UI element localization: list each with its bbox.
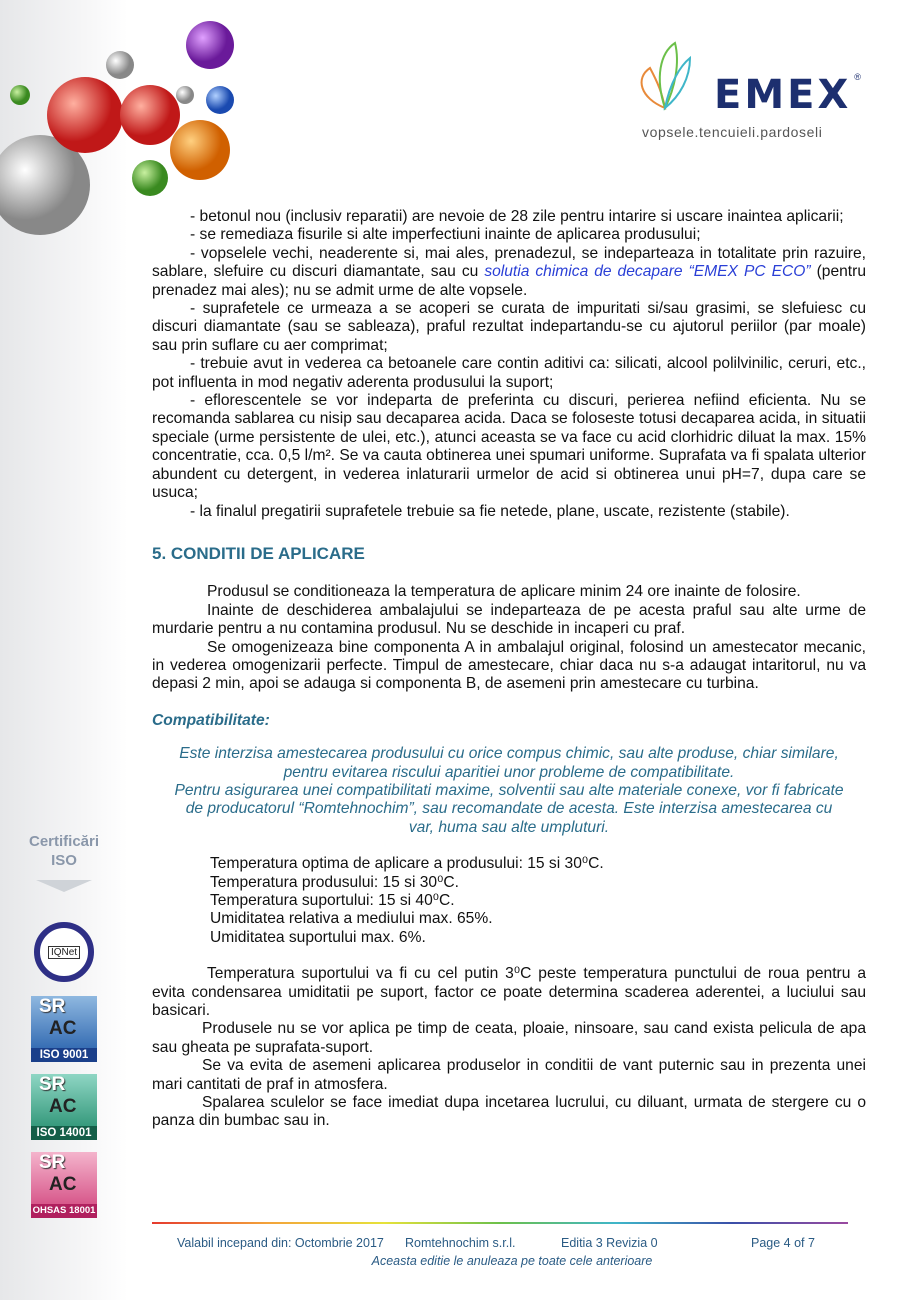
paragraph: Produsul se conditioneaza la temperatura de aplicare minim 24 ore inainte de folosire. — [207, 583, 801, 601]
srac-iso14001-badge — [31, 1074, 97, 1140]
badge-ac: AC — [49, 1096, 77, 1117]
badge-label: OHSAS 18001 — [32, 1205, 96, 1216]
condition-line: Umiditatea suportului max. 6%. — [210, 928, 426, 946]
paragraph: Produsele nu se vor aplica pe timp de ceata, ploaie, ninsoare, sau cand exista pelicula de apa sau gheata pe suprafata-suport. — [152, 1020, 866, 1056]
registered-mark: ® — [854, 72, 861, 82]
paragraph: Se va evita de asemeni aplicarea produselor in conditii de vant puternic sau in prezenta unei mari cantitati de praf in atmosfera. — [152, 1057, 866, 1093]
prep-item: - eflorescentele se vor indeparta de preferinta cu discuri, perierea nefiind eficienta. Nu se recomanda sablarea cu nisip sau decaparea acida. Daca se foloseste totusi decaparea acida, in situatii speciale (urme persistente de ulei, etc.), atunci aceasta se va face cu acid clorhidric diluat la max. 15% concentratie, cca. 0,5 l/m². Se va cauta obtinerea unei spumari uniforme. Suprafata va fi spalata ulterior abundent cu detergent, in vederea inlaturarii urmelor de acid si obtinerea unui pH=7, dupa care se usuca; — [152, 392, 866, 502]
cert-title-iso: ISO — [51, 852, 77, 869]
butterfly-icon — [630, 38, 710, 118]
decapare-product-link[interactable]: solutia chimica de decapare “EMEX PC ECO” — [484, 263, 811, 281]
paragraph: Spalarea sculelor se face imediat dupa incetarea lucrului, cu diluant, urmata de stergere cu o panza din bumbac sau in. — [152, 1094, 866, 1130]
prep-item: - la finalul pregatirii suprafetele trebuie sa fie netede, plane, uscate, rezistente (stabile). — [190, 502, 790, 520]
srac-iso9001-badge — [31, 996, 97, 1062]
badge-label: ISO 14001 — [31, 1126, 97, 1140]
iso-certifications — [20, 832, 108, 1230]
arrow-down-icon — [36, 880, 92, 892]
footer-note: Aceasta editie le anuleaza pe toate cele anterioare — [371, 1254, 653, 1268]
emex-logo — [630, 38, 870, 138]
prep-item: - betonul nou (inclusiv reparatii) are nevoie de 28 zile pentru intarire si uscare inaintea aplicarii; — [190, 208, 844, 225]
section-heading: 5. CONDITII DE APLICARE — [152, 543, 365, 563]
prep-item: - suprafetele ce urmeaza a se acoperi se curata de impuritati si/sau grasimi, se slefuiesc cu discuri diamantate (sau se sableaza), praful rezultat indepartandu-se cu ajutorul periilor (par moale) sau prin suflare cu aer comprimat; — [152, 300, 866, 354]
iqnet-label: IQNet — [48, 946, 80, 959]
condition-line: Temperatura produsului: 15 si 30⁰C. — [210, 873, 459, 891]
temperature-conditions — [210, 855, 866, 947]
old-paint-text: - vopselele vechi, neaderente si, mai ales, prenadezul, se indeparteaza in totalitate prin razuire, sablare, slefuire cu discuri diamantate, sau cu — [152, 244, 866, 281]
badge-sr: SR — [39, 1152, 66, 1173]
logo-brand-row — [714, 72, 861, 118]
footer-divider — [152, 1222, 848, 1224]
logo-tagline: vopsele.tencuieli.pardoseli — [642, 124, 823, 140]
decorative-molecule-balls — [0, 0, 260, 240]
footer-valid-date: Valabil incepand din: Octombrie 2017 — [177, 1236, 384, 1250]
logo-brand: EMEX — [714, 72, 852, 118]
document-body — [152, 208, 866, 1131]
subsection-heading: Compatibilitate: — [152, 711, 270, 729]
badge-ac: AC — [49, 1018, 77, 1039]
prep-item: - se remediaza fisurile si alte imperfectiuni inainte de aplicarea produsului; — [190, 226, 701, 244]
footer-company: Romtehnochim s.r.l. — [405, 1236, 516, 1250]
badge-label: ISO 9001 — [31, 1048, 97, 1062]
footer-edition: Editia 3 Revizia 0 — [561, 1236, 658, 1250]
condition-line: Umiditatea relativa a mediului max. 65%. — [210, 910, 493, 928]
compat-text: Este interzisa amestecarea produsului cu orice compus chimic, sau alte produse, chiar similare, pentru evitarea riscului aparitiei unor probleme de compatibilitate. — [179, 745, 839, 781]
prep-item: - trebuie avut in vederea ca betoanele care contin aditivi ca: silicati, alcool polilvinilic, ceruri, etc., pot influenta in mod negativ aderenta produsului la suport; — [152, 355, 866, 391]
paragraph: Temperatura suportului va fi cu cel putin 3⁰C peste temperatura punctului de roua pentru a evita condensarea umiditatii pe suport, factor ce poate determina scaderea aderentei, a luciului sau basicari. — [152, 965, 866, 1020]
condition-line: Temperatura optima de aplicare a produsului: 15 si 30⁰C. — [210, 855, 604, 873]
condition-line: Temperatura suportului: 15 si 40⁰C. — [210, 892, 455, 909]
srac-ohsas18001-badge — [31, 1152, 97, 1218]
badge-sr: SR — [39, 996, 66, 1017]
compat-text: Pentru asigurarea unei compatibilitati maxime, solventii sau alte materiale conexe, vor fi fabricate de producatorul “Romtehnochim”, sau recomandate de acesta. Este interzisa amestecarea cu var, huma sau alte umpluturi. — [174, 781, 844, 836]
paragraph: Inainte de deschiderea ambalajului se indeparteaza de pe acesta praful sau alte urme de murdarie pentru a nu contamina produsul. Nu se deschide in incaperi cu praf. — [152, 601, 866, 638]
iqnet-badge — [34, 922, 94, 982]
paragraph: Se omogenizeaza bine componenta A in ambalajul original, folosind un amestecator mecanic, in vederea omogenizarii perfecte. Timpul de amestecare, chiar daca nu s-a adaugat intaritorul, nu va depasi 2 min, apoi se adauga si componenta B, de asemeni prin amestecare cu turbina. — [152, 638, 866, 693]
cert-title: Certificări — [28, 833, 100, 850]
badge-sr: SR — [39, 1074, 66, 1095]
prep-item-old-paint — [152, 245, 866, 300]
old-paint-text-end: (pentru prenadez mai ales); nu se admit urme de alte vopsele. — [152, 263, 866, 299]
footer-page-number: Page 4 of 7 — [751, 1236, 815, 1250]
badge-ac: AC — [49, 1174, 77, 1195]
